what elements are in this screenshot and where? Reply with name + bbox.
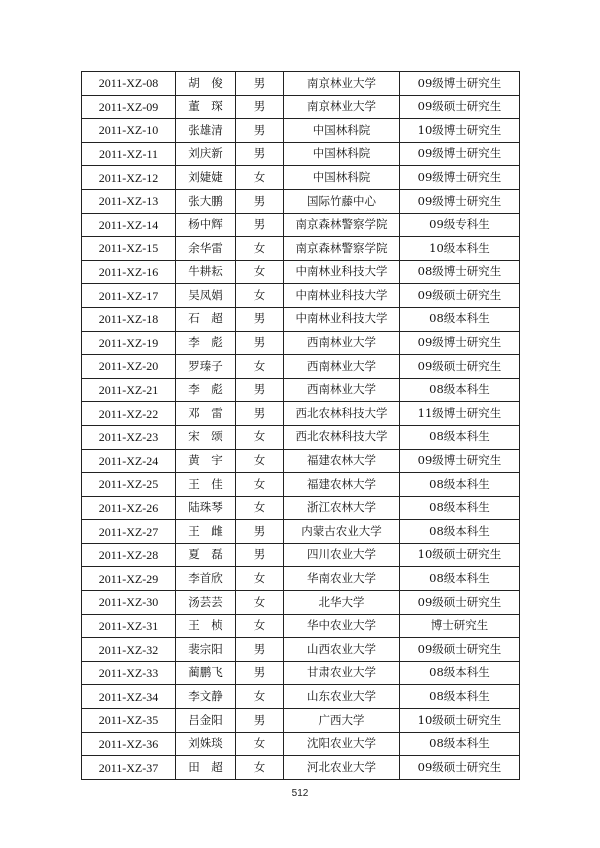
- id-cell: 2011-XZ-15: [82, 237, 176, 261]
- table-row: [82, 567, 520, 591]
- name-cell: 蔺鹏飞: [176, 661, 236, 685]
- school-cell: 北华大学: [284, 591, 400, 615]
- table-row: [82, 614, 520, 638]
- school-cell: 西北农林科技大学: [284, 402, 400, 426]
- name-cell: 李 彪: [176, 378, 236, 402]
- name-cell: 汤芸芸: [176, 591, 236, 615]
- level-cell: 09级博士研究生: [400, 72, 520, 96]
- table-row: [82, 496, 520, 520]
- name-cell: 董 琛: [176, 95, 236, 119]
- id-cell: 2011-XZ-26: [82, 496, 176, 520]
- table-row: [82, 425, 520, 449]
- gender-cell: 女: [236, 496, 284, 520]
- gender-cell: 男: [236, 213, 284, 237]
- level-cell: 09级硕士研究生: [400, 591, 520, 615]
- table-row: [82, 732, 520, 756]
- id-cell: 2011-XZ-35: [82, 709, 176, 733]
- gender-cell: 男: [236, 402, 284, 426]
- table-row: [82, 449, 520, 473]
- id-cell: 2011-XZ-23: [82, 425, 176, 449]
- level-cell: 08级本科生: [400, 520, 520, 544]
- level-cell: 09级硕士研究生: [400, 284, 520, 308]
- gender-cell: 男: [236, 189, 284, 213]
- name-cell: 张雄清: [176, 119, 236, 143]
- table-row: [82, 638, 520, 662]
- school-cell: 山西农业大学: [284, 638, 400, 662]
- level-cell: 08级本科生: [400, 307, 520, 331]
- name-cell: 李文静: [176, 685, 236, 709]
- name-cell: 刘庆新: [176, 142, 236, 166]
- level-cell: 09级硕士研究生: [400, 355, 520, 379]
- gender-cell: 女: [236, 166, 284, 190]
- table-row: [82, 661, 520, 685]
- school-cell: 南京森林警察学院: [284, 237, 400, 261]
- name-cell: 李首欣: [176, 567, 236, 591]
- table-row: [82, 284, 520, 308]
- table-row: [82, 142, 520, 166]
- gender-cell: 男: [236, 661, 284, 685]
- level-cell: 08级本科生: [400, 378, 520, 402]
- award-table-body: [82, 72, 520, 780]
- school-cell: 华南农业大学: [284, 567, 400, 591]
- level-cell: 10级本科生: [400, 237, 520, 261]
- name-cell: 李 彪: [176, 331, 236, 355]
- name-cell: 杨中辉: [176, 213, 236, 237]
- level-cell: 09级博士研究生: [400, 166, 520, 190]
- name-cell: 刘婕婕: [176, 166, 236, 190]
- gender-cell: 男: [236, 378, 284, 402]
- gender-cell: 女: [236, 473, 284, 497]
- name-cell: 田 超: [176, 756, 236, 780]
- id-cell: 2011-XZ-33: [82, 661, 176, 685]
- table-row: [82, 119, 520, 143]
- name-cell: 黄 宇: [176, 449, 236, 473]
- name-cell: 陆珠琴: [176, 496, 236, 520]
- table-row: [82, 591, 520, 615]
- gender-cell: 男: [236, 709, 284, 733]
- table-row: [82, 72, 520, 96]
- id-cell: 2011-XZ-29: [82, 567, 176, 591]
- level-cell: 09级硕士研究生: [400, 638, 520, 662]
- school-cell: 广西大学: [284, 709, 400, 733]
- level-cell: 09级硕士研究生: [400, 756, 520, 780]
- name-cell: 宋 颂: [176, 425, 236, 449]
- level-cell: 09级博士研究生: [400, 331, 520, 355]
- table-row: [82, 166, 520, 190]
- level-cell: 08级本科生: [400, 661, 520, 685]
- school-cell: 南京林业大学: [284, 95, 400, 119]
- table-row: [82, 260, 520, 284]
- table-row: [82, 331, 520, 355]
- name-cell: 夏 磊: [176, 543, 236, 567]
- gender-cell: 男: [236, 95, 284, 119]
- table-row: [82, 520, 520, 544]
- id-cell: 2011-XZ-18: [82, 307, 176, 331]
- id-cell: 2011-XZ-21: [82, 378, 176, 402]
- school-cell: 浙江农林大学: [284, 496, 400, 520]
- level-cell: 08级本科生: [400, 473, 520, 497]
- table-row: [82, 378, 520, 402]
- id-cell: 2011-XZ-16: [82, 260, 176, 284]
- level-cell: 08级本科生: [400, 425, 520, 449]
- gender-cell: 男: [236, 331, 284, 355]
- table-row: [82, 473, 520, 497]
- id-cell: 2011-XZ-36: [82, 732, 176, 756]
- school-cell: 河北农业大学: [284, 756, 400, 780]
- level-cell: 09级专科生: [400, 213, 520, 237]
- name-cell: 王 雌: [176, 520, 236, 544]
- id-cell: 2011-XZ-09: [82, 95, 176, 119]
- school-cell: 福建农林大学: [284, 449, 400, 473]
- gender-cell: 女: [236, 685, 284, 709]
- award-table: [81, 71, 520, 780]
- gender-cell: 女: [236, 260, 284, 284]
- name-cell: 王 桢: [176, 614, 236, 638]
- level-cell: 08级本科生: [400, 732, 520, 756]
- level-cell: 09级博士研究生: [400, 449, 520, 473]
- school-cell: 中南林业科技大学: [284, 260, 400, 284]
- id-cell: 2011-XZ-20: [82, 355, 176, 379]
- id-cell: 2011-XZ-24: [82, 449, 176, 473]
- level-cell: 08级本科生: [400, 567, 520, 591]
- table-row: [82, 355, 520, 379]
- table-row: [82, 237, 520, 261]
- school-cell: 西南林业大学: [284, 355, 400, 379]
- table-row: [82, 189, 520, 213]
- name-cell: 王 佳: [176, 473, 236, 497]
- id-cell: 2011-XZ-14: [82, 213, 176, 237]
- name-cell: 张大鹏: [176, 189, 236, 213]
- gender-cell: 女: [236, 756, 284, 780]
- level-cell: 08级博士研究生: [400, 260, 520, 284]
- school-cell: 甘肃农业大学: [284, 661, 400, 685]
- gender-cell: 女: [236, 591, 284, 615]
- school-cell: 华中农业大学: [284, 614, 400, 638]
- name-cell: 刘姝琰: [176, 732, 236, 756]
- level-cell: 08级本科生: [400, 496, 520, 520]
- id-cell: 2011-XZ-17: [82, 284, 176, 308]
- page-number: 512: [291, 788, 309, 799]
- table-row: [82, 709, 520, 733]
- table-row: [82, 95, 520, 119]
- name-cell: 吴凤娟: [176, 284, 236, 308]
- school-cell: 四川农业大学: [284, 543, 400, 567]
- school-cell: 南京林业大学: [284, 72, 400, 96]
- gender-cell: 男: [236, 119, 284, 143]
- gender-cell: 女: [236, 355, 284, 379]
- id-cell: 2011-XZ-08: [82, 72, 176, 96]
- table-row: [82, 213, 520, 237]
- id-cell: 2011-XZ-13: [82, 189, 176, 213]
- school-cell: 西南林业大学: [284, 331, 400, 355]
- id-cell: 2011-XZ-34: [82, 685, 176, 709]
- id-cell: 2011-XZ-11: [82, 142, 176, 166]
- gender-cell: 男: [236, 307, 284, 331]
- school-cell: 中南林业科技大学: [284, 284, 400, 308]
- gender-cell: 男: [236, 638, 284, 662]
- name-cell: 邓 雷: [176, 402, 236, 426]
- gender-cell: 女: [236, 284, 284, 308]
- id-cell: 2011-XZ-25: [82, 473, 176, 497]
- id-cell: 2011-XZ-37: [82, 756, 176, 780]
- school-cell: 中南林业科技大学: [284, 307, 400, 331]
- gender-cell: 女: [236, 425, 284, 449]
- id-cell: 2011-XZ-12: [82, 166, 176, 190]
- school-cell: 国际竹藤中心: [284, 189, 400, 213]
- id-cell: 2011-XZ-22: [82, 402, 176, 426]
- gender-cell: 女: [236, 614, 284, 638]
- id-cell: 2011-XZ-27: [82, 520, 176, 544]
- school-cell: 福建农林大学: [284, 473, 400, 497]
- name-cell: 牛耕耘: [176, 260, 236, 284]
- level-cell: 08级本科生: [400, 685, 520, 709]
- school-cell: 山东农业大学: [284, 685, 400, 709]
- level-cell: 10级硕士研究生: [400, 709, 520, 733]
- level-cell: 09级博士研究生: [400, 189, 520, 213]
- name-cell: 裴宗阳: [176, 638, 236, 662]
- level-cell: 09级博士研究生: [400, 142, 520, 166]
- school-cell: 沈阳农业大学: [284, 732, 400, 756]
- school-cell: 南京森林警察学院: [284, 213, 400, 237]
- level-cell: 10级博士研究生: [400, 119, 520, 143]
- gender-cell: 女: [236, 567, 284, 591]
- table-row: [82, 402, 520, 426]
- id-cell: 2011-XZ-28: [82, 543, 176, 567]
- table-row: [82, 543, 520, 567]
- gender-cell: 女: [236, 449, 284, 473]
- name-cell: 罗瑧子: [176, 355, 236, 379]
- school-cell: 西北农林科技大学: [284, 425, 400, 449]
- table-row: [82, 685, 520, 709]
- name-cell: 余华雷: [176, 237, 236, 261]
- gender-cell: 男: [236, 520, 284, 544]
- id-cell: 2011-XZ-32: [82, 638, 176, 662]
- school-cell: 西南林业大学: [284, 378, 400, 402]
- school-cell: 中国林科院: [284, 142, 400, 166]
- id-cell: 2011-XZ-31: [82, 614, 176, 638]
- table-row: [82, 307, 520, 331]
- gender-cell: 男: [236, 142, 284, 166]
- name-cell: 胡 俊: [176, 72, 236, 96]
- gender-cell: 男: [236, 72, 284, 96]
- level-cell: 10级硕士研究生: [400, 543, 520, 567]
- id-cell: 2011-XZ-19: [82, 331, 176, 355]
- gender-cell: 男: [236, 543, 284, 567]
- gender-cell: 女: [236, 237, 284, 261]
- level-cell: 11级博士研究生: [400, 402, 520, 426]
- school-cell: 中国林科院: [284, 119, 400, 143]
- level-cell: 博士研究生: [400, 614, 520, 638]
- gender-cell: 女: [236, 732, 284, 756]
- id-cell: 2011-XZ-30: [82, 591, 176, 615]
- table-row: [82, 756, 520, 780]
- school-cell: 中国林科院: [284, 166, 400, 190]
- id-cell: 2011-XZ-10: [82, 119, 176, 143]
- name-cell: 吕金阳: [176, 709, 236, 733]
- school-cell: 内蒙古农业大学: [284, 520, 400, 544]
- level-cell: 09级硕士研究生: [400, 95, 520, 119]
- name-cell: 石 超: [176, 307, 236, 331]
